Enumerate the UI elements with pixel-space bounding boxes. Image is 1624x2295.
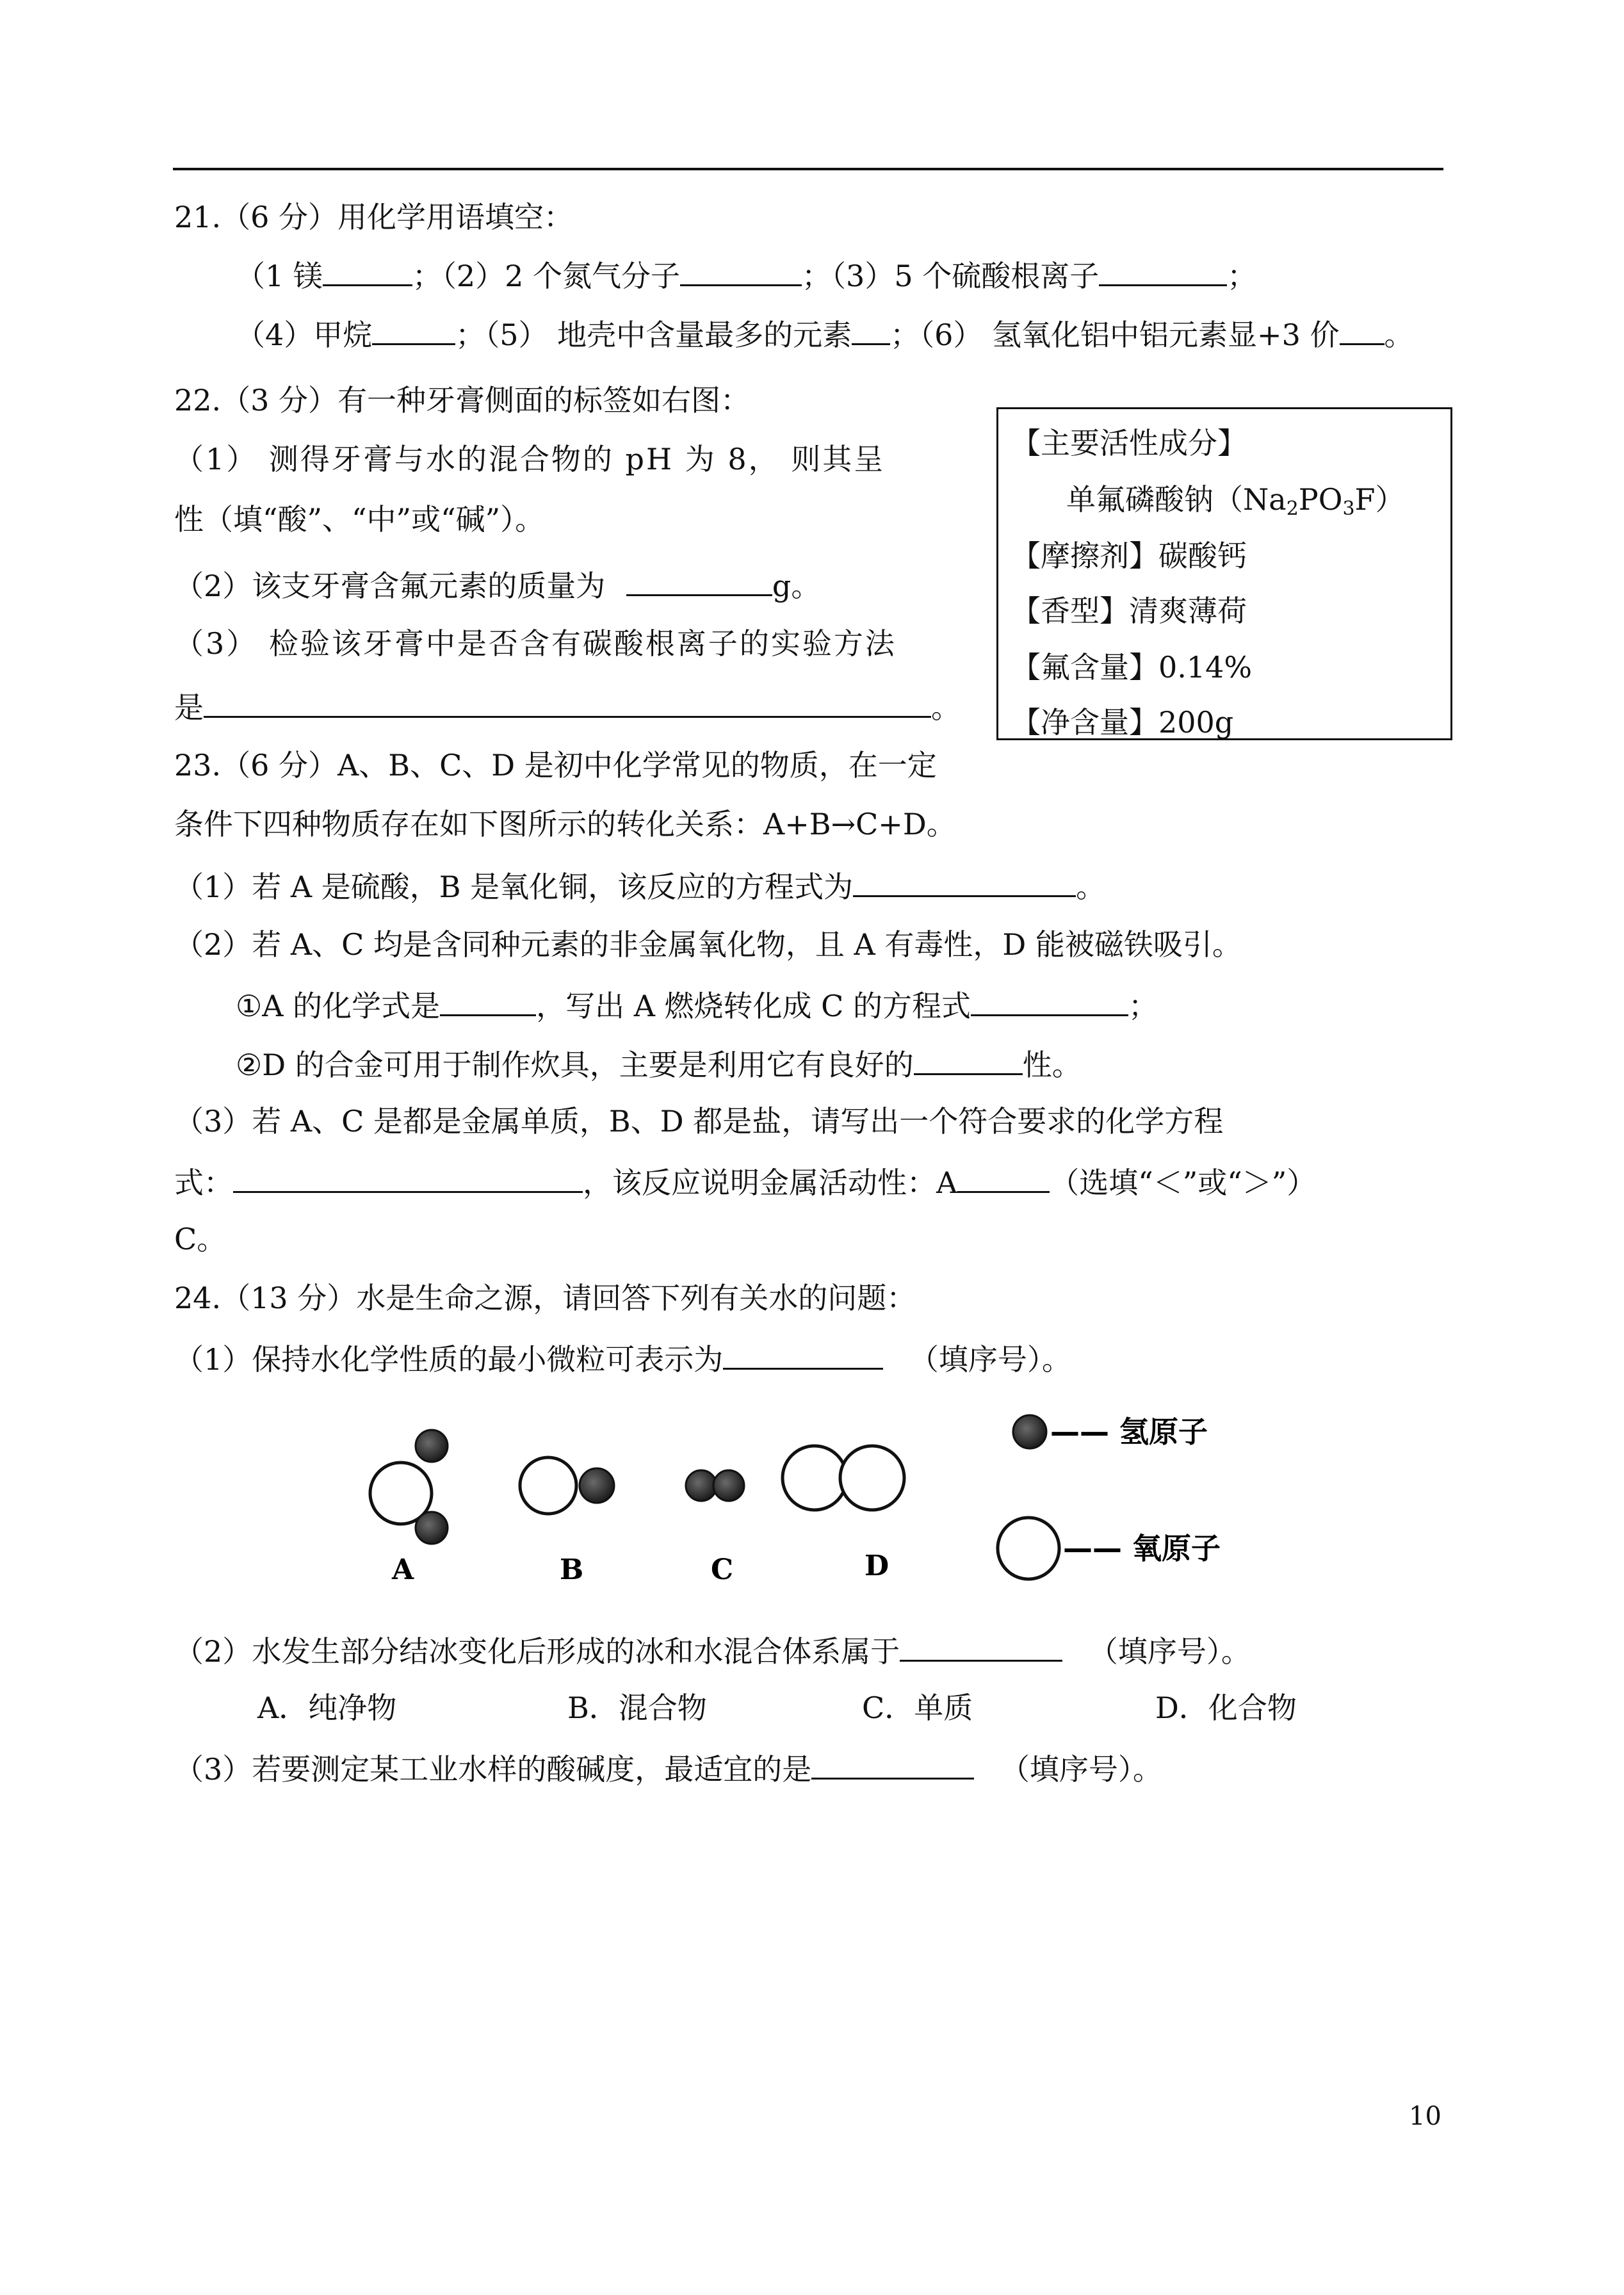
q22-p1-line1: （1） 测得牙膏与水的混合物的 pH 为 8， 则其呈 xyxy=(174,442,886,476)
oxygen-legend-icon xyxy=(998,1518,1059,1579)
answer-blank-element[interactable] xyxy=(852,318,890,345)
page-number: 10 xyxy=(1409,2102,1441,2131)
molecule-d xyxy=(783,1446,904,1510)
q21-text: 。 xyxy=(1384,318,1414,352)
q21-header: 21.（6 分）用化学用语填空： xyxy=(174,200,574,234)
answer-blank-combustion-equation[interactable] xyxy=(971,989,1128,1016)
molecule-diagram xyxy=(346,1383,1294,1594)
answer-blank-magnesium[interactable] xyxy=(323,259,412,286)
q22-p3-line2 xyxy=(174,690,961,725)
answer-blank-fluorine-mass[interactable] xyxy=(626,569,772,596)
answer-blank-equation-3[interactable] xyxy=(233,1165,583,1193)
q23-p2: （2）若 A、C 均是含同种元素的非金属氧化物，且 A 有毒性，D 能被磁铁吸引。 xyxy=(174,927,1242,962)
label-subscript: 3 xyxy=(1342,498,1355,520)
q22-text: g。 xyxy=(772,569,821,603)
molecule-b xyxy=(520,1457,614,1514)
label-flavor: 【香型】清爽薄荷 xyxy=(1011,594,1247,628)
label-net-content: 【净含量】200g xyxy=(1011,705,1234,740)
q23-p2-1 xyxy=(236,989,1158,1021)
hydrogen-legend-label: —— 氢原子 xyxy=(1050,1415,1208,1449)
q21-text: ； xyxy=(1227,259,1257,293)
q22-p2 xyxy=(174,569,820,601)
label-subscript: 2 xyxy=(1286,498,1299,520)
q22-text: 。 xyxy=(931,690,961,725)
answer-blank-formula-a[interactable] xyxy=(440,989,536,1016)
q23-p3-line1: （3）若 A、C 是都是金属单质，B、D 都是盐，请写出一个符合要求的化学方程 xyxy=(174,1104,1224,1139)
label-abrasive: 【摩擦剂】碳酸钙 xyxy=(1011,539,1247,573)
answer-blank-methane[interactable] xyxy=(372,318,455,345)
q24-text: （填序号）。 xyxy=(1000,1752,1162,1787)
q24-text: （填序号）。 xyxy=(909,1342,1071,1377)
q22-p1-line2: 性（填“酸”、“中”或“碱”）。 xyxy=(174,502,545,537)
answer-blank-nitrogen[interactable] xyxy=(680,259,802,286)
q23-text: ①A 的化学式是 xyxy=(236,989,441,1023)
q23-p3-line3: C。 xyxy=(174,1222,227,1256)
answer-blank-property[interactable] xyxy=(914,1048,1023,1075)
q23-p1 xyxy=(174,870,1105,902)
q24-text: （填序号）。 xyxy=(1088,1634,1251,1669)
q22-p3-line1: （3） 检验该牙膏中是否含有碳酸根离子的实验方法 xyxy=(174,626,897,661)
q24-p2 xyxy=(174,1634,1251,1669)
label-fluorine-content: 【氟含量】0.14% xyxy=(1011,650,1253,685)
q24-p1 xyxy=(174,1342,1071,1377)
q23-text: 性。 xyxy=(1022,1048,1082,1082)
answer-blank-sulfate[interactable] xyxy=(1099,259,1227,286)
molecule-a xyxy=(370,1430,448,1544)
q23-header: 23.（6 分）A、B、C、D 是初中化学常见的物质，在一定 xyxy=(174,748,937,783)
q22-text: 是 xyxy=(174,690,204,725)
q22-text: （2）该支牙膏含氟元素的质量为 xyxy=(174,569,606,603)
q21-line2 xyxy=(236,318,1414,350)
q23-text: 式： xyxy=(174,1165,233,1200)
answer-blank-particle[interactable] xyxy=(723,1342,883,1370)
answer-blank-aluminum[interactable] xyxy=(1340,318,1384,345)
q23-text: ，写出 A 燃烧转化成 C 的方程式 xyxy=(536,989,971,1023)
q23-text: ； xyxy=(1128,989,1158,1023)
answer-blank-mixture[interactable] xyxy=(900,1634,1062,1662)
q21-text: ；（2）2 个氮气分子 xyxy=(412,259,681,293)
q23-text: （1）若 A 是硫酸，B 是氧化铜，该反应的方程式为 xyxy=(174,870,854,904)
option-b: B．混合物 xyxy=(567,1691,707,1725)
q23-text: 。 xyxy=(1076,870,1106,904)
answer-blank-equation-1[interactable] xyxy=(853,870,1076,897)
q24-text: （3）若要测定某工业水样的酸碱度，最适宜的是 xyxy=(174,1752,812,1787)
q22-header: 22.（3 分）有一种牙膏侧面的标签如右图： xyxy=(174,383,751,418)
q24-text: （2）水发生部分结冰变化后形成的冰和水混合体系属于 xyxy=(174,1634,900,1669)
molecule-label-a: A xyxy=(392,1553,414,1586)
option-d: D．化合物 xyxy=(1155,1691,1297,1725)
molecule-label-d: D xyxy=(865,1550,889,1582)
oxygen-legend-label: —— 氧原子 xyxy=(1063,1531,1221,1566)
answer-blank-activity[interactable] xyxy=(957,1165,1050,1193)
hydrogen-legend-icon xyxy=(1013,1415,1046,1448)
q23-text: ②D 的合金可用于制作炊具，主要是利用它有良好的 xyxy=(236,1048,914,1082)
q24-text: （1）保持水化学性质的最小微粒可表示为 xyxy=(174,1342,724,1377)
q21-line1 xyxy=(236,259,1256,291)
option-c: C．单质 xyxy=(862,1691,973,1725)
q21-text: （4）甲烷 xyxy=(236,318,373,352)
q23-p3-line2 xyxy=(174,1165,1317,1200)
q24-p3 xyxy=(174,1752,1162,1787)
molecule-label-b: B xyxy=(560,1553,584,1586)
label-text: F） xyxy=(1354,482,1405,517)
option-a: A．纯净物 xyxy=(257,1691,397,1725)
q23-line2: 条件下四种物质存在如下图所示的转化关系：A+B→C+D。 xyxy=(174,807,956,841)
toothpaste-label xyxy=(996,407,1452,740)
label-text: PO xyxy=(1298,482,1343,517)
molecule-c xyxy=(686,1470,744,1501)
label-text: 单氟磷酸钠（Na xyxy=(1066,482,1287,517)
answer-blank-ph-method[interactable] xyxy=(811,1752,974,1780)
q21-text: ；（3）5 个硫酸根离子 xyxy=(802,259,1100,293)
q21-text: （1 镁 xyxy=(236,259,323,293)
answer-blank-carbonate-test[interactable] xyxy=(204,690,931,718)
label-active-ingredient: 【主要活性成分】 xyxy=(1011,426,1247,460)
q21-text: ；（5） 地壳中含量最多的元素 xyxy=(455,318,852,352)
q24-header: 24.（13 分）水是生命之源，请回答下列有关水的问题： xyxy=(174,1281,916,1315)
q23-text: （选填“＜”或“＞”） xyxy=(1050,1165,1317,1200)
header-rule xyxy=(173,168,1443,170)
q21-text: ；（6） 氢氧化铝中铝元素显+3 价 xyxy=(890,318,1340,352)
q23-p2-2 xyxy=(236,1048,1082,1080)
q23-text: ，该反应说明金属活动性：A xyxy=(583,1165,958,1200)
label-formula xyxy=(1066,482,1405,520)
molecule-label-c: C xyxy=(711,1553,734,1586)
